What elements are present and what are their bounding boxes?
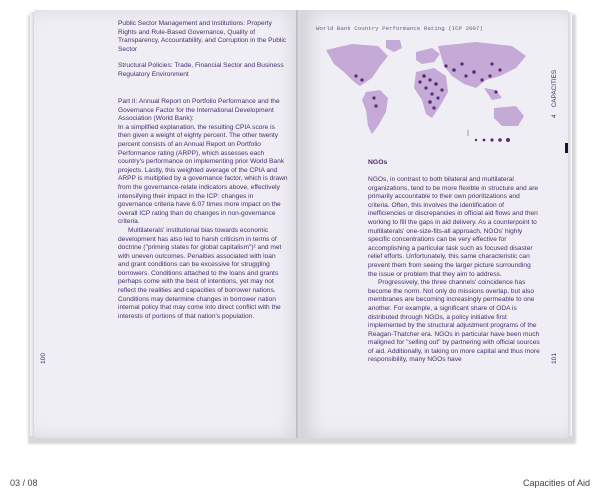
legend-dots [475, 138, 510, 142]
left-paragraph-2: Multilaterals' institutional bias towards economic development has also led to harsh criticism in terms of doctrine ("priming states for global capitalism")² and met with uneven outcomes. Penalties associated with loan and grant conditions can be excessive for struggling borrowers. Conditions attached to the loans and grants perhaps come with the best of intentions, yet may not reflect the realities and capacities of borrower nations. Conditions may determine changes in borrower nation internal policy that may come into direct conflict with the interests of portions of that nation's population. [118, 226, 282, 320]
left-page-body [118, 98, 288, 321]
chapter-sidebar-label [551, 70, 558, 118]
slide-counter: 03 / 08 [10, 478, 38, 488]
right-page-body [368, 176, 540, 365]
left-paragraph-1: In a simplified explanation, the resulting CPIA score is then given a weight of eighty percent. The other twenty percent consists of an Annual Report on Portfolio Performance rating (ARPP), which assesses each country's performance on implementing prior World Bank projects. Lastly, this weighted average of the CPIA and ARPP is multiplied by a governance factor, which is drawn from the governance-relate indicators above, effectively intensifying their impact in the ICP: changes in governance criteria have 6.07 times more impact on the overall ICP rating than do changes in non-governance criteria. [118, 123, 288, 226]
australia [494, 106, 524, 126]
chapter-tab-mark [565, 143, 568, 153]
figure-caption: World Bank Country Performance Rating (ICP 2007) [316, 25, 483, 32]
chapter-number: 4 [551, 114, 558, 118]
greenland [386, 40, 402, 52]
header-line-1: Public Sector Management and Institutions: Property Rights and Rule-Based Governance, Quality of Transparency, Accountability, and Corruption in the Public Sector [118, 20, 287, 53]
north-america [326, 44, 388, 86]
left-page-number: 100 [40, 352, 47, 364]
section-heading-ngos: NGOs [368, 159, 388, 166]
right-paragraph-2: Progressively, the three channels' coincidence has become the norm. Not only do missions overlap, but also membranes are becoming increasingly permeable to one another. For example, a significant share of ODA is distributed through NGOs, a policy initiative first implemented by the structural adjustment programs of the Reagan-Thatcher era. NGOs in particular have been much maligned for "selling out" by partnering with official sources of aid. Additionally, in taking on more capital and thus more responsibility, many NGOs have [368, 279, 540, 364]
south-america [362, 90, 388, 134]
southeast-asia [484, 88, 502, 100]
chapter-label: CAPACITIES [551, 69, 558, 108]
right-page-number: 101 [551, 352, 558, 364]
gallery-title: Capacities of Aid [522, 478, 590, 488]
page-edge-right [568, 12, 572, 436]
map-legend [466, 126, 526, 146]
right-paragraph-1: NGOs, in contrast to both bilateral and multilateral organizations, tend to be more flexible in structure and are primarily accountable to their own prioritizations and criteria. Often, this involves the identification of inefficiencies or discrepancies in official aid flows and then working to fill the gaps in aid delivery. As a counterpoint to multilaterals' one-size-fits-all approach, NGOs' highly specific concentrations can be very effective for accomplishing a particular task such as focused disaster relief efforts. Unfortunately, this same characteristic can prevent them from seeing the larger picture surrounding the issue or problem that they aim to address. [368, 176, 539, 278]
europe [416, 48, 440, 64]
left-page-header [118, 20, 288, 88]
header-line-2: Structural Policies: Trade, Financial Sector and Business Regulatory Environment [118, 62, 284, 78]
section-title: Part II: Annual Report on Portfolio Performance and the Governance Factor for the International Development Association (World Bank): [118, 98, 280, 123]
